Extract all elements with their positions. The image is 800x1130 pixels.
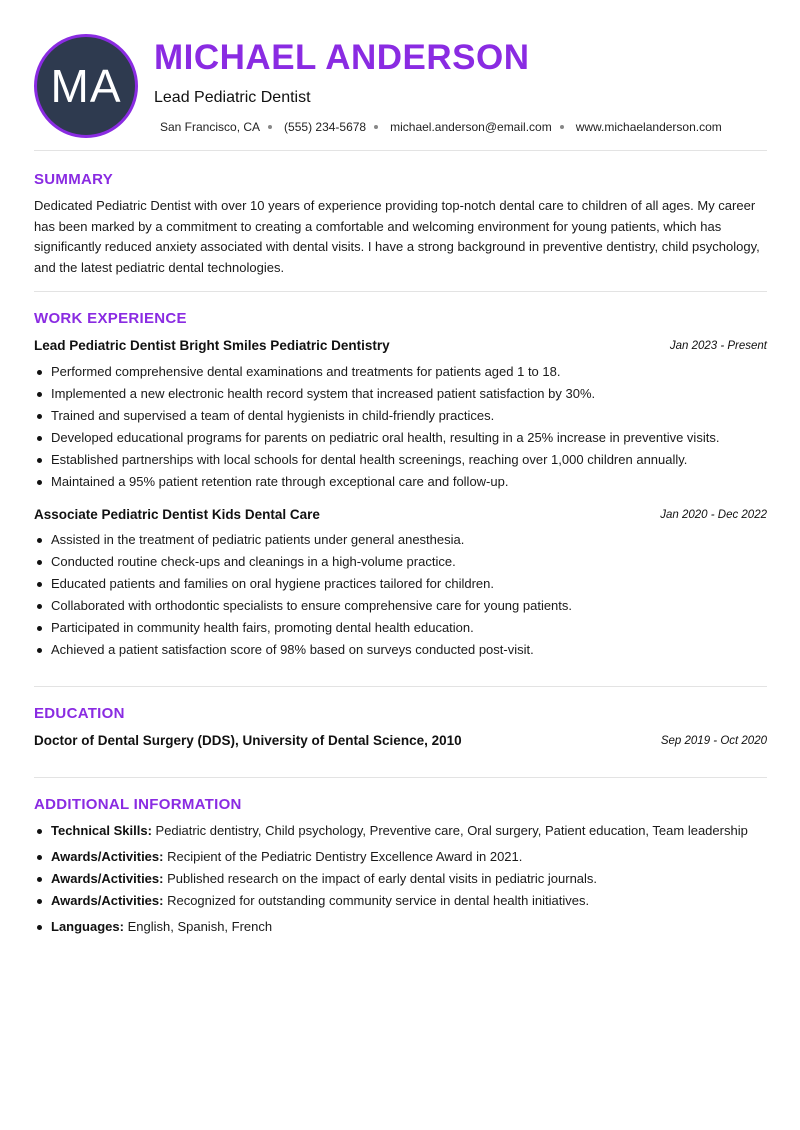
- item-text: English, Spanish, French: [123, 919, 273, 934]
- contact-info: [160, 120, 722, 134]
- job-bullets: [34, 531, 769, 663]
- contact-email[interactable]: michael.anderson@email.com: [390, 120, 552, 134]
- job-date: Jan 2023 - Present: [669, 340, 767, 352]
- candidate-title: Lead Pediatric Dentist: [154, 89, 311, 106]
- list-item: Performed comprehensive dental examinations and treatments for patients aged 1 to 18.: [34, 363, 769, 385]
- list-item: Participated in community health fairs, promoting dental health education.: [34, 619, 769, 641]
- item-text: Published research on the impact of early dental visits in pediatric journals.: [163, 871, 598, 886]
- list-item: Assisted in the treatment of pediatric patients under general anesthesia.: [34, 531, 769, 553]
- list-item: [34, 870, 769, 892]
- avatar-initials: MA: [50, 60, 122, 112]
- item-label: Technical Skills:: [51, 823, 152, 838]
- job-header: [34, 338, 767, 356]
- list-item: Conducted routine check-ups and cleanings in a high-volume practice.: [34, 553, 769, 575]
- list-item: Educated patients and families on oral hygiene practices tailored for children.: [34, 575, 769, 597]
- item-text: Pediatric dentistry, Child psychology, Preventive care, Oral surgery, Patient education, Team leadership: [151, 823, 748, 838]
- divider: [34, 686, 767, 687]
- list-item: Developed educational programs for parents on pediatric oral health, resulting in a 25% increase in preventive visits.: [34, 429, 769, 451]
- list-item: Maintained a 95% patient retention rate through exceptional care and follow-up.: [34, 473, 769, 495]
- list-item: [34, 918, 769, 940]
- item-label: Awards/Activities:: [51, 893, 164, 908]
- education-date: Sep 2019 - Oct 2020: [660, 735, 767, 747]
- divider: [34, 291, 767, 292]
- list-item: Established partnerships with local schools for dental health screenings, reaching over 1,000 children annually.: [34, 451, 769, 473]
- additional-heading: ADDITIONAL INFORMATION: [34, 796, 242, 813]
- education-row: [34, 733, 767, 751]
- additional-list: [34, 822, 769, 940]
- item-label: Languages:: [51, 919, 124, 934]
- item-text: Recipient of the Pediatric Dentistry Excellence Award in 2021.: [163, 849, 523, 864]
- divider: [34, 150, 767, 151]
- separator-dot: [374, 125, 378, 129]
- item-label: Awards/Activities:: [51, 849, 164, 864]
- list-item: Implemented a new electronic health record system that increased patient satisfaction by 30%.: [34, 385, 769, 407]
- item-label: Awards/Activities:: [51, 871, 164, 886]
- education-degree: Doctor of Dental Surgery (DDS), University of Dental Science, 2010: [34, 733, 462, 748]
- item-text: Recognized for outstanding community service in dental health initiatives.: [163, 893, 590, 908]
- job-date: Jan 2020 - Dec 2022: [660, 509, 767, 521]
- job-bullets: [34, 363, 769, 495]
- job-header: [34, 507, 767, 525]
- education-heading: EDUCATION: [34, 705, 125, 722]
- list-item: [34, 892, 769, 918]
- contact-location: San Francisco, CA: [160, 120, 261, 134]
- job-role: Lead Pediatric Dentist Bright Smiles Pediatric Dentistry: [34, 338, 390, 353]
- avatar: [34, 34, 138, 138]
- job-role: Associate Pediatric Dentist Kids Dental Care: [34, 507, 320, 522]
- summary-heading: SUMMARY: [34, 171, 114, 188]
- resume-header: [0, 0, 800, 150]
- contact-website[interactable]: www.michaelanderson.com: [575, 120, 722, 134]
- experience-heading: WORK EXPERIENCE: [34, 310, 187, 327]
- summary-text: Dedicated Pediatric Dentist with over 10 years of experience providing top-notch dental care to children of all ages. My career has been marked by a commitment to creating a comfortable and welcoming environment for young patients, which has significantly reduced anxiety associated with dental visits. I have a strong background in preventive dentistry, child psychology, and the latest pediatric dental technologies.: [34, 198, 760, 275]
- list-item: Trained and supervised a team of dental hygienists in child-friendly practices.: [34, 407, 769, 429]
- list-item: Achieved a patient satisfaction score of 98% based on surveys conducted post-visit.: [34, 641, 769, 663]
- list-item: [34, 848, 769, 870]
- list-item: Collaborated with orthodontic specialists to ensure comprehensive care for young patients.: [34, 597, 769, 619]
- contact-phone: (555) 234-5678: [284, 120, 367, 134]
- candidate-name: MICHAEL ANDERSON: [154, 38, 530, 77]
- separator-dot: [560, 125, 564, 129]
- separator-dot: [268, 125, 272, 129]
- divider: [34, 777, 767, 778]
- list-item: [34, 822, 769, 848]
